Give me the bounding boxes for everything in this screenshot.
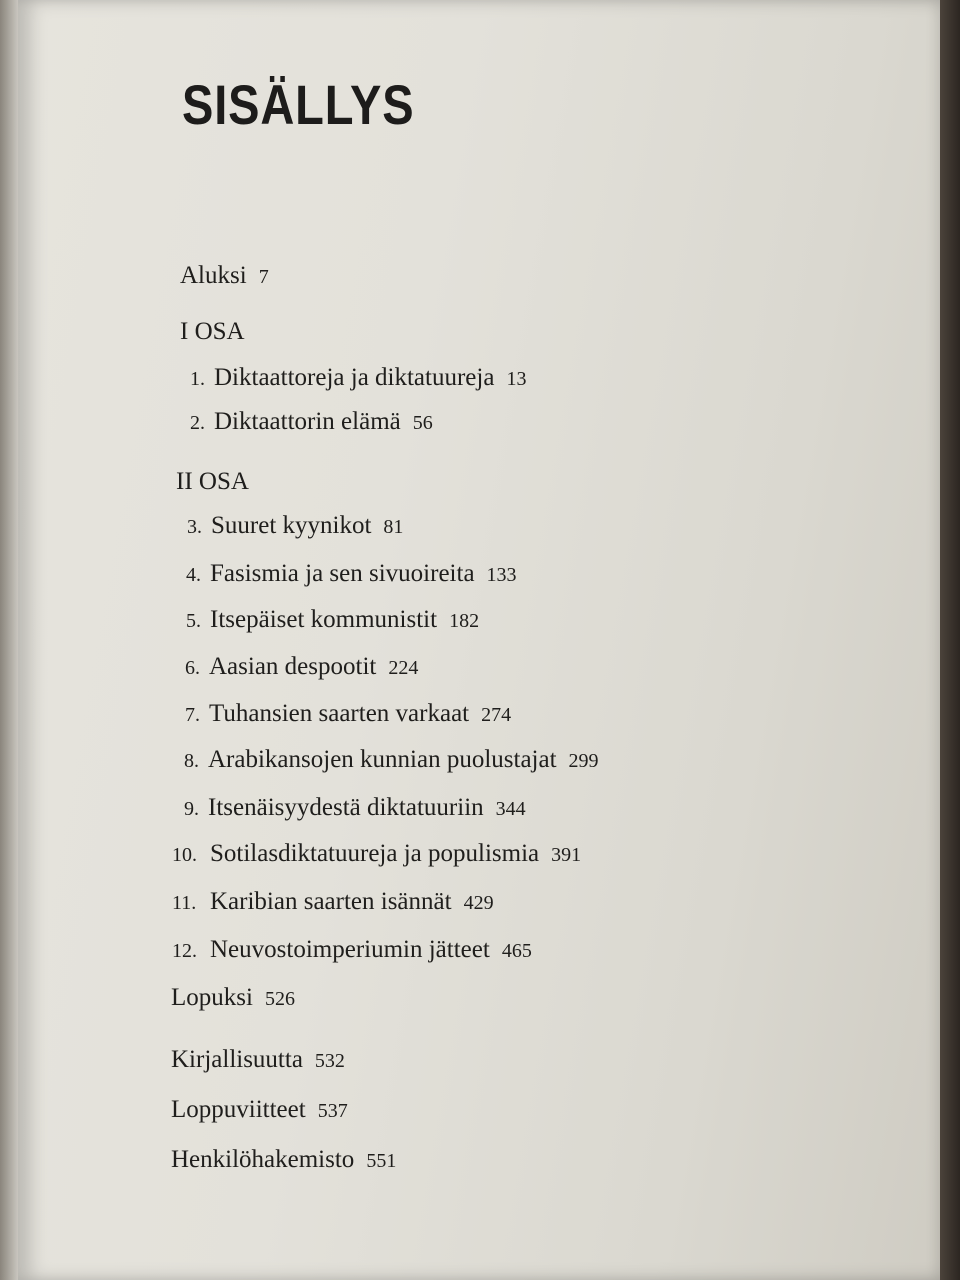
toc-entry-henkilohakemisto <box>171 1146 396 1174</box>
toc-chapter-number: 12. <box>172 940 197 962</box>
toc-page-number: 274 <box>481 704 512 726</box>
toc-label: Diktaattorin elämä <box>214 408 401 435</box>
toc-chapter-3 <box>187 512 403 540</box>
toc-label: Loppuviitteet <box>171 1096 306 1123</box>
toc-label: Itsepäiset kommunistit <box>210 606 438 633</box>
toc-page-number: 299 <box>568 750 599 772</box>
toc-entry-kirjallisuutta <box>171 1046 345 1074</box>
toc-page-number: 182 <box>449 610 480 632</box>
toc-chapter-number: 4. <box>186 564 201 586</box>
toc-chapter-number: 1. <box>190 368 205 390</box>
toc-label: Neuvostoimperiumin jätteet <box>210 936 490 963</box>
toc-chapter-number: 10. <box>172 844 197 866</box>
toc-page-number: 81 <box>383 516 404 538</box>
toc-label: Henkilöhakemisto <box>171 1146 355 1173</box>
toc-label: Sotilasdiktatuureja ja populismia <box>210 840 540 867</box>
toc-page-number: 133 <box>486 564 517 586</box>
toc-label: Fasismia ja sen sivuoireita <box>210 560 475 587</box>
toc-label: Diktaattoreja ja diktatuureja <box>214 364 495 391</box>
toc-chapter-6 <box>185 653 418 681</box>
toc-chapter-number: 9. <box>184 798 199 820</box>
toc-label: Kirjallisuutta <box>171 1046 303 1073</box>
toc-label: Aluksi <box>180 262 247 289</box>
toc-part-heading-1: I OSA <box>180 318 245 345</box>
toc-page-number: 532 <box>314 1050 345 1072</box>
toc-page-number: 391 <box>551 844 582 866</box>
toc-part-heading-2: II OSA <box>176 468 249 495</box>
toc-label: Lopuksi <box>171 984 253 1011</box>
toc-page-number: 224 <box>388 657 419 679</box>
toc-chapter-11 <box>172 888 494 916</box>
page-title: SISÄLLYS <box>182 73 415 136</box>
toc-page-number: 537 <box>317 1100 348 1122</box>
toc-page-number: 429 <box>463 892 494 914</box>
toc-page-number: 344 <box>495 798 526 820</box>
book-page <box>18 0 940 1280</box>
toc-label: Tuhansien saarten varkaat <box>209 700 470 727</box>
toc-label: Suuret kyynikot <box>211 512 372 539</box>
toc-chapter-9 <box>184 794 526 822</box>
toc-chapter-number: 5. <box>186 610 201 632</box>
toc-page-number: 526 <box>264 988 295 1010</box>
toc-chapter-5 <box>186 606 479 634</box>
toc-chapter-2 <box>190 408 433 436</box>
toc-chapter-number: 7. <box>185 704 200 726</box>
toc-chapter-number: 8. <box>184 750 199 772</box>
toc-chapter-8 <box>184 746 599 774</box>
toc-chapter-number: 6. <box>185 657 200 679</box>
toc-chapter-12 <box>172 936 532 964</box>
toc-page-number: 551 <box>366 1150 397 1172</box>
toc-chapter-1 <box>190 364 526 392</box>
toc-chapter-number: 3. <box>187 516 202 538</box>
toc-page-number: 56 <box>412 412 433 434</box>
book-gutter <box>0 0 18 1280</box>
toc-entry-loppuviitteet <box>171 1096 348 1124</box>
toc-entry-lopuksi <box>171 984 295 1012</box>
toc-chapter-number: 2. <box>190 412 205 434</box>
toc-page-number: 465 <box>501 940 532 962</box>
toc-label: Karibian saarten isännät <box>210 888 452 915</box>
toc-chapter-number: 11. <box>172 892 197 914</box>
book-cover-edge <box>940 0 960 1280</box>
toc-label: Aasian despootit <box>209 653 377 680</box>
toc-chapter-10 <box>172 840 581 868</box>
toc-label: Itsenäisyydestä diktatuuriin <box>208 794 484 821</box>
toc-chapter-4 <box>186 560 517 588</box>
toc-page-number: 7 <box>258 266 269 288</box>
toc-entry-intro <box>180 262 269 290</box>
toc-label: Arabikansojen kunnian puolustajat <box>208 746 557 773</box>
toc-chapter-7 <box>185 700 511 728</box>
toc-page-number: 13 <box>506 368 527 390</box>
